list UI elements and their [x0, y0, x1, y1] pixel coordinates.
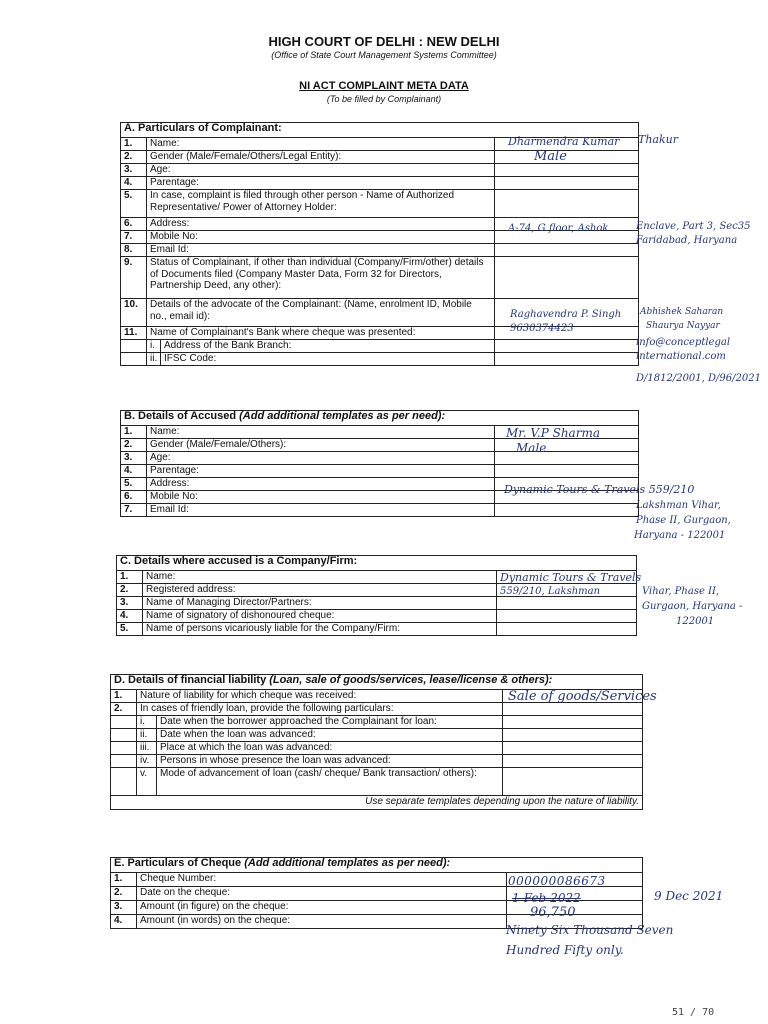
- row-number: 8.: [121, 244, 147, 257]
- hw-advocate-email-1: info@conceptlegal: [636, 337, 731, 348]
- row-number: 3.: [117, 597, 143, 610]
- hw-advocate-email-2: international.com: [636, 351, 726, 362]
- blank-cell: [121, 353, 147, 366]
- row-label: Cheque Number:: [137, 873, 507, 887]
- answer-field[interactable]: [503, 755, 643, 768]
- row-number: 2.: [121, 151, 147, 164]
- row-label: IFSC Code:: [161, 353, 495, 366]
- hw-cheque-amount: 96,750: [530, 905, 576, 920]
- row-number: 2.: [117, 584, 143, 597]
- row-number: 9.: [121, 257, 147, 299]
- row-number: 10.: [121, 299, 147, 327]
- hw-cheque-number: 000000086673: [508, 874, 606, 888]
- hw-complainant-name-surname: Thakur: [638, 133, 678, 146]
- hw-complainant-address-1: A-74, G floor, Ashok: [508, 223, 609, 234]
- hw-advocate-mobile: 9630374423: [510, 323, 574, 334]
- sub-number: iii.: [137, 742, 157, 755]
- sub-number: i.: [147, 340, 161, 353]
- row-number: 4.: [121, 465, 147, 478]
- blank-cell: [111, 716, 137, 729]
- row-label: Amount (in words) on the cheque:: [137, 915, 507, 929]
- hw-cheque-date-struck: 1-Feb-2022: [512, 891, 581, 905]
- row-number: 3.: [121, 452, 147, 465]
- row-label: Mobile No:: [147, 491, 495, 504]
- answer-field[interactable]: [495, 465, 639, 478]
- blank-cell: [111, 768, 137, 796]
- row-label: Date when the borrower approached the Complainant for loan:: [157, 716, 503, 729]
- row-label: Address:: [147, 218, 495, 231]
- row-number: 6.: [121, 218, 147, 231]
- row-label: Gender (Male/Female/Others/Legal Entity):: [147, 151, 495, 164]
- blank-cell: [121, 340, 147, 353]
- row-label: Name:: [143, 571, 497, 584]
- row-label: Name of signatory of dishonoured cheque:: [143, 610, 497, 623]
- hw-company-address-3: Gurgaon, Haryana -: [642, 601, 743, 612]
- row-label: In cases of friendly loan, provide the following particulars:: [137, 703, 503, 716]
- row-label: Gender (Male/Female/Others):: [147, 439, 495, 452]
- row-number: 7.: [121, 504, 147, 517]
- hw-advocate-name-2: Abhishek Saharan: [640, 307, 724, 317]
- row-label: Amount (in figure) on the cheque:: [137, 901, 507, 915]
- sub-number: i.: [137, 716, 157, 729]
- row-number: 1.: [111, 690, 137, 703]
- row-number: 2.: [111, 887, 137, 901]
- row-label: Nature of liability for which cheque was received:: [137, 690, 503, 703]
- row-label: Place at which the loan was advanced:: [157, 742, 503, 755]
- sub-number: v.: [137, 768, 157, 796]
- section-b-title: [121, 411, 639, 426]
- row-number: 1.: [111, 873, 137, 887]
- row-number: 4.: [117, 610, 143, 623]
- hw-accused-address-2: Lakshman Vihar,: [636, 500, 721, 511]
- page-number: 51 / 70: [672, 1007, 715, 1018]
- row-label: Email Id:: [147, 504, 495, 517]
- hw-accused-address-4: Haryana - 122001: [634, 530, 726, 541]
- row-label: Email Id:: [147, 244, 495, 257]
- row-label: Name of Complainant's Bank where cheque was presented:: [147, 327, 495, 340]
- row-number: 5.: [117, 623, 143, 636]
- hw-complainant-gender: Male: [534, 149, 567, 164]
- row-number: 7.: [121, 231, 147, 244]
- answer-field[interactable]: [495, 177, 639, 190]
- court-title: HIGH COURT OF DELHI : NEW DELHI: [268, 34, 500, 49]
- row-label: Date on the cheque:: [137, 887, 507, 901]
- answer-field[interactable]: [497, 610, 637, 623]
- row-label: Age:: [147, 164, 495, 177]
- answer-field[interactable]: [495, 244, 639, 257]
- section-d-heading: D. Details of financial liability: [114, 674, 267, 686]
- row-label: Name:: [147, 426, 495, 439]
- blank-cell: [111, 742, 137, 755]
- row-number: 3.: [111, 901, 137, 915]
- section-b-heading: B. Details of Accused: [124, 410, 237, 422]
- hw-advocate-name: Raghavendra P. Singh: [510, 309, 622, 320]
- row-label: Persons in whose presence the loan was advanced:: [157, 755, 503, 768]
- section-d-title: [111, 675, 643, 690]
- answer-field[interactable]: [497, 597, 637, 610]
- blank-cell: [111, 755, 137, 768]
- row-number: 1.: [121, 426, 147, 439]
- row-label: Date when the loan was advanced:: [157, 729, 503, 742]
- row-number: 1.: [121, 138, 147, 151]
- answer-field[interactable]: [495, 190, 639, 218]
- hw-complainant-name: Dharmendra Kumar: [508, 135, 620, 148]
- form-title: NI ACT COMPLAINT META DATA: [299, 80, 469, 92]
- row-label: Age:: [147, 452, 495, 465]
- answer-field[interactable]: [495, 504, 639, 517]
- sub-number: ii.: [147, 353, 161, 366]
- row-number: 3.: [121, 164, 147, 177]
- hw-company-name: Dynamic Tours & Travels: [500, 571, 642, 584]
- hw-accused-name: Mr. V.P Sharma: [506, 426, 600, 440]
- answer-field[interactable]: [503, 742, 643, 755]
- answer-field[interactable]: [495, 340, 639, 353]
- row-label: Mode of advancement of loan (cash/ cheque/ Bank transaction/ others):: [157, 768, 503, 796]
- hw-accused-gender: Male: [516, 441, 547, 455]
- row-label: Address:: [147, 478, 495, 491]
- hw-complainant-address-3: Faridabad, Haryana: [636, 235, 738, 246]
- answer-field[interactable]: [495, 257, 639, 299]
- answer-field[interactable]: [503, 729, 643, 742]
- form-note: (To be filled by Complainant): [326, 94, 442, 104]
- row-label: In case, complaint is filed through other person - Name of Authorized Representative/ Power of Attorney Holder:: [147, 190, 495, 218]
- row-label: Status of Complainant, if other than individual (Company/Firm/other) details of Documents filed (Company Master Data, Form 32 for Directors, Partnership Deed, any other):: [147, 257, 495, 299]
- office-subtitle: (Office of State Court Management Systems Committee): [271, 50, 497, 60]
- row-label: Address of the Bank Branch:: [161, 340, 495, 353]
- hw-company-address-4: 122001: [676, 616, 715, 627]
- row-label: Parentage:: [147, 177, 495, 190]
- hw-company-address-2: Vihar, Phase II,: [642, 586, 720, 597]
- section-d-footer: Use separate templates depending upon the nature of liability.: [111, 796, 643, 810]
- hw-cheque-words-1: Ninety Six Thousand Seven: [506, 923, 674, 937]
- row-number: 4.: [111, 915, 137, 929]
- row-number: 11.: [121, 327, 147, 340]
- row-label: Name of persons vicariously liable for the Company/Firm:: [143, 623, 497, 636]
- row-label: Name of Managing Director/Partners:: [143, 597, 497, 610]
- row-label: Parentage:: [147, 465, 495, 478]
- hw-advocate-name-3: Shaurya Nayyar: [646, 321, 720, 331]
- answer-field[interactable]: [497, 623, 637, 636]
- hw-advocate-enrolment: D/1812/2001, D/96/2021: [636, 373, 761, 384]
- row-label: Registered address:: [143, 584, 497, 597]
- row-label: Name:: [147, 138, 495, 151]
- row-number: 6.: [121, 491, 147, 504]
- section-e-heading: E. Particulars of Cheque: [114, 857, 242, 869]
- sub-number: ii.: [137, 729, 157, 742]
- hw-cheque-date: 9 Dec 2021: [654, 889, 724, 903]
- answer-field[interactable]: [503, 716, 643, 729]
- row-number: 2.: [121, 439, 147, 452]
- hw-liability-nature: Sale of goods/Services: [508, 689, 657, 704]
- sub-number: iv.: [137, 755, 157, 768]
- row-number: 4.: [121, 177, 147, 190]
- answer-field[interactable]: [503, 703, 643, 716]
- hw-accused-address-3: Phase II, Gurgaon,: [636, 515, 731, 526]
- answer-field[interactable]: [495, 164, 639, 177]
- hw-complainant-address-2: Enclave, Part 3, Sec35: [636, 221, 751, 232]
- section-e-title: [111, 858, 643, 873]
- row-label: Details of the advocate of the Complainant: (Name, enrolment ID, Mobile no., email id):: [147, 299, 495, 327]
- section-b-note: (Add additional templates as per need):: [239, 410, 446, 422]
- row-number: 5.: [121, 478, 147, 491]
- answer-field[interactable]: [503, 768, 643, 796]
- hw-company-address-1: 559/210, Lakshman: [500, 586, 601, 597]
- hw-accused-address-1: Dynamic Tours & Travels 559/210: [504, 483, 695, 496]
- blank-cell: [111, 729, 137, 742]
- section-c-title: C. Details where accused is a Company/Firm:: [117, 556, 637, 571]
- section-d-note: (Loan, sale of goods/services, lease/license & others):: [269, 674, 553, 686]
- row-number: 5.: [121, 190, 147, 218]
- row-number: 1.: [117, 571, 143, 584]
- answer-field[interactable]: [495, 353, 639, 366]
- section-a-title: A. Particulars of Complainant:: [121, 123, 639, 138]
- row-label: Mobile No:: [147, 231, 495, 244]
- section-e-note: (Add additional templates as per need):: [244, 857, 451, 869]
- row-number: 2.: [111, 703, 137, 716]
- hw-cheque-words-2: Hundred Fifty only.: [506, 943, 624, 957]
